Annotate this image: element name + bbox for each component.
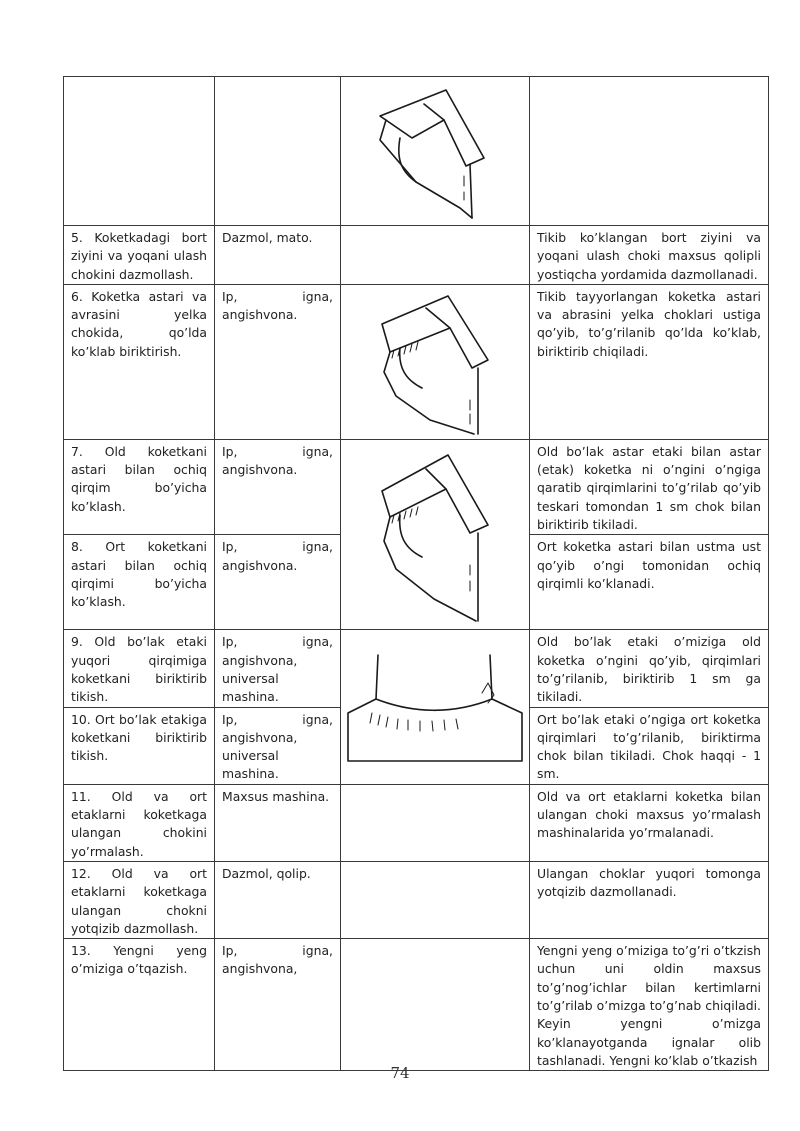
description-cell: Ort koketka astari bilan ustma ust qo’yib o’ngi tomonidan ochiq qirqimli ko’klanadi.: [530, 535, 769, 630]
operation-cell: 5. Koketkadagi bort ziyini va yoqani ulash chokini dazmollash.: [64, 226, 215, 285]
table-row: [64, 77, 769, 226]
operation-cell: [64, 77, 215, 226]
table-row: [64, 861, 769, 938]
figure-cell: [341, 226, 530, 285]
figure-cell: [341, 784, 530, 861]
page-number: 74: [390, 1064, 410, 1082]
description-cell: Yengni yeng o’miziga to’g’ri o’tkzish uchun uni oldin maxsus to’g’nog’ichlar bilan kertimlarni to’g’rilab o’mizga to’g’nab chiqiladi. Keyin yengni o’mizga ko’klanayotganda ignalar olib tashlanadi. Yengni ko’klab o’tkazish: [530, 939, 769, 1071]
table-row: [64, 939, 769, 1071]
tools-cell: Ip, igna, angishvona, universal mashina.: [215, 630, 341, 707]
description-cell: [530, 77, 769, 226]
tools-cell: Ip, igna, angishvona.: [215, 439, 341, 534]
table-row: [64, 439, 769, 534]
operation-cell: 10. Ort bo’lak etakiga koketkani biriktirib tikish.: [64, 707, 215, 784]
tools-cell: [215, 77, 341, 226]
figure-cell: [341, 861, 530, 938]
description-cell: Old bo’lak etaki o’miziga old koketka o’ngini qo’yib, qirqimlari to’g’rilanib, biriktirib 1 sm ga tikiladi.: [530, 630, 769, 707]
table-row: [64, 630, 769, 707]
figure-cell: [341, 939, 530, 1071]
description-cell: Old bo’lak astar etaki bilan astar (etak) koketka ni o’ngini o’ngiga qaratib qirqimlarini to’g’rilab qo’yib teskari tomondan 1 sm chok bilan biriktirib tikiladi.: [530, 439, 769, 534]
koketka-collar-figure: [360, 80, 510, 222]
operation-cell: 12. Old va ort etaklarni koketkaga ulangan chokni yotqizib dazmollash.: [64, 861, 215, 938]
skirt-yoke-figure: [342, 637, 528, 777]
figure-cell: [341, 439, 530, 629]
operation-cell: 13. Yengni yeng o’miziga o’tqazish.: [64, 939, 215, 1071]
table-row: [64, 284, 769, 439]
figure-cell: [341, 630, 530, 784]
operation-cell: 7. Old koketkani astari bilan ochiq qirqim bo’yicha ko’klash.: [64, 439, 215, 534]
koketka-lining-figure: [360, 288, 510, 436]
tools-cell: Ip, igna, angishvona, universal mashina.: [215, 707, 341, 784]
description-cell: Tikib ko’klangan bort ziyini va yoqani ulash choki maxsus qolipli yostiqcha yordamida dazmollanadi.: [530, 226, 769, 285]
operation-cell: 11. Old va ort etaklarni koketkaga ulangan chokini yo’rmalash.: [64, 784, 215, 861]
description-cell: Tikib tayyorlangan koketka astari va abrasini yelka choklari ustiga qo’yib, to’g’rilanib qo’lda ko’klab, biriktirib chiqiladi.: [530, 284, 769, 439]
description-cell: Ulangan choklar yuqori tomonga yotqizib dazmollanadi.: [530, 861, 769, 938]
tools-cell: Ip, igna, angishvona.: [215, 535, 341, 630]
tools-cell: Dazmol, mato.: [215, 226, 341, 285]
tools-cell: Dazmol, qolip.: [215, 861, 341, 938]
operations-table: [63, 76, 769, 1071]
tools-cell: Maxsus mashina.: [215, 784, 341, 861]
table-row: [64, 784, 769, 861]
figure-cell: [341, 284, 530, 439]
koketka-basting-figure: [360, 445, 510, 625]
operation-cell: 8. Ort koketkani astari bilan ochiq qirqimi bo’yicha ko’klash.: [64, 535, 215, 630]
description-cell: Ort bo’lak etaki o’ngiga ort koketka qirqimlari to’g’rilanib, biriktirma chok bilan tikiladi. Chok haqqi - 1 sm.: [530, 707, 769, 784]
operation-cell: 9. Old bo’lak etaki yuqori qirqimiga koketkani biriktirib tikish.: [64, 630, 215, 707]
operation-cell: 6. Koketka astari va avrasini yelka chokida, qo’lda ko’klab biriktirish.: [64, 284, 215, 439]
table-row: [64, 226, 769, 285]
tools-cell: Ip, igna, angishvona.: [215, 284, 341, 439]
description-cell: Old va ort etaklarni koketka bilan ulangan choki maxsus yo’rmalash mashinalarida yo’rmalanadi.: [530, 784, 769, 861]
figure-cell: [341, 77, 530, 226]
tools-cell: Ip, igna, angishvona,: [215, 939, 341, 1071]
